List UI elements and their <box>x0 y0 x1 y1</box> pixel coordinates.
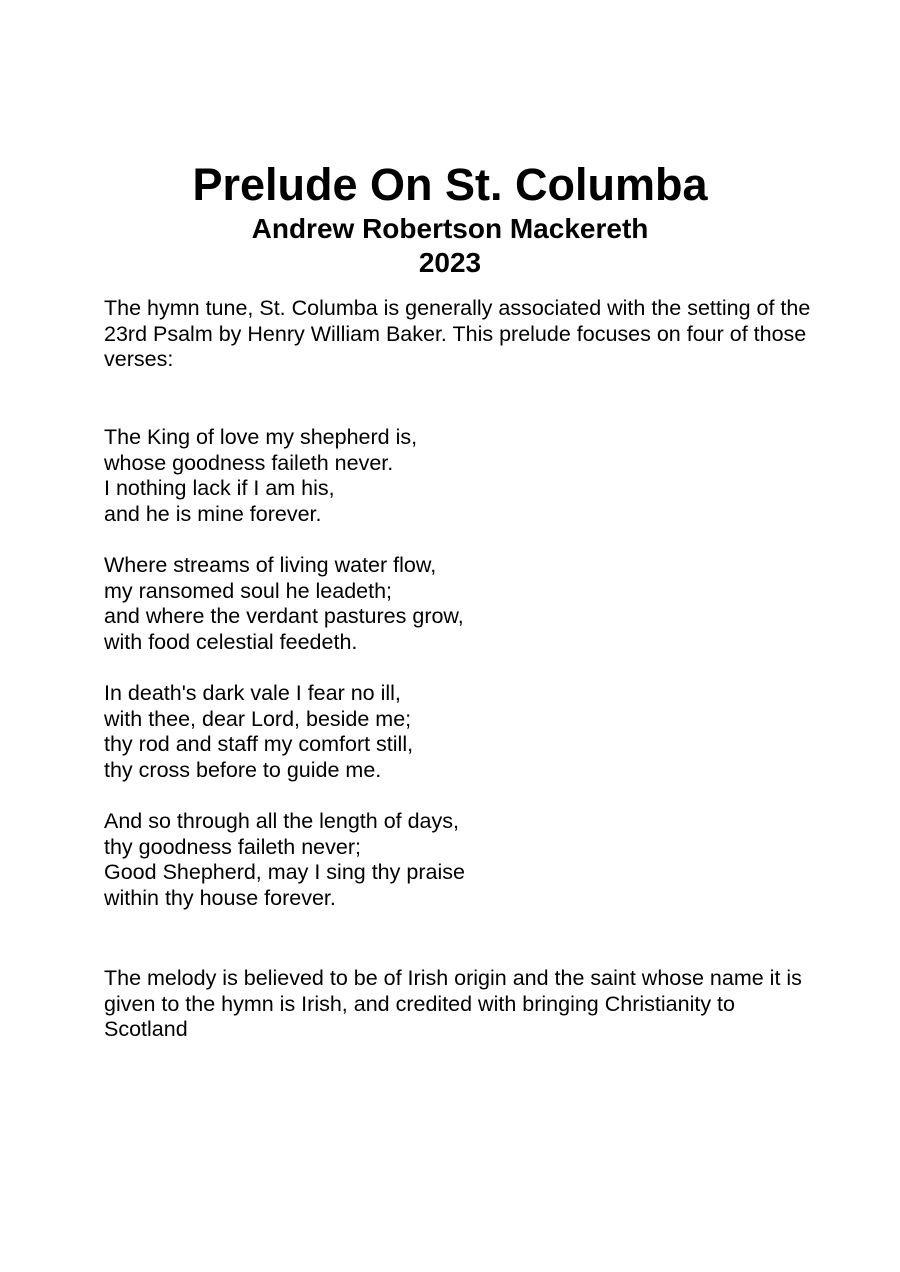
closing-paragraph: The melody is believed to be of Irish origin and the saint whose name it is given to the hymn is Irish, and credited with bringing Christianity to Scotland <box>104 966 802 1042</box>
verse-4 <box>104 809 824 911</box>
verse-3 <box>104 681 824 783</box>
verse-line: and where the verdant pastures grow, <box>104 604 464 629</box>
verse-line: thy rod and staff my comfort still, <box>104 732 414 757</box>
verse-line: The King of love my shepherd is, <box>104 425 418 449</box>
verse-line: In death's dark vale I fear no ill, <box>104 680 401 705</box>
verse-line: I nothing lack if I am his, <box>104 476 335 501</box>
verse-line: with food celestial feedeth. <box>104 629 358 654</box>
verse-line: and he is mine forever. <box>104 501 322 526</box>
verse-line: whose goodness faileth never. <box>104 450 394 475</box>
intro-paragraph: The hymn tune, St. Columba is generally associated with the setting of the 23rd Psalm by Henry William Baker. This prelude focuses on four of those verses: <box>104 296 811 372</box>
composition-year: 2023 <box>418 247 482 278</box>
verse-1 <box>104 425 824 527</box>
verse-line: Good Shepherd, may I sing thy praise <box>104 860 465 885</box>
document-title: Prelude On St. Columba <box>192 159 708 210</box>
verse-line: thy goodness faileth never; <box>104 834 361 859</box>
verse-line: Where streams of living water flow, <box>104 552 437 577</box>
verse-line: my ransomed soul he leadeth; <box>104 578 393 603</box>
verse-line: with thee, dear Lord, beside me; <box>104 706 412 731</box>
hymn-verses <box>104 425 824 937</box>
verse-line: within thy house forever. <box>104 885 336 910</box>
verse-line: thy cross before to guide me. <box>104 757 382 782</box>
verse-2 <box>104 553 824 655</box>
verse-line: And so through all the length of days, <box>104 808 459 833</box>
composer-name: Andrew Robertson Mackereth <box>251 213 649 244</box>
document-header <box>0 158 900 280</box>
